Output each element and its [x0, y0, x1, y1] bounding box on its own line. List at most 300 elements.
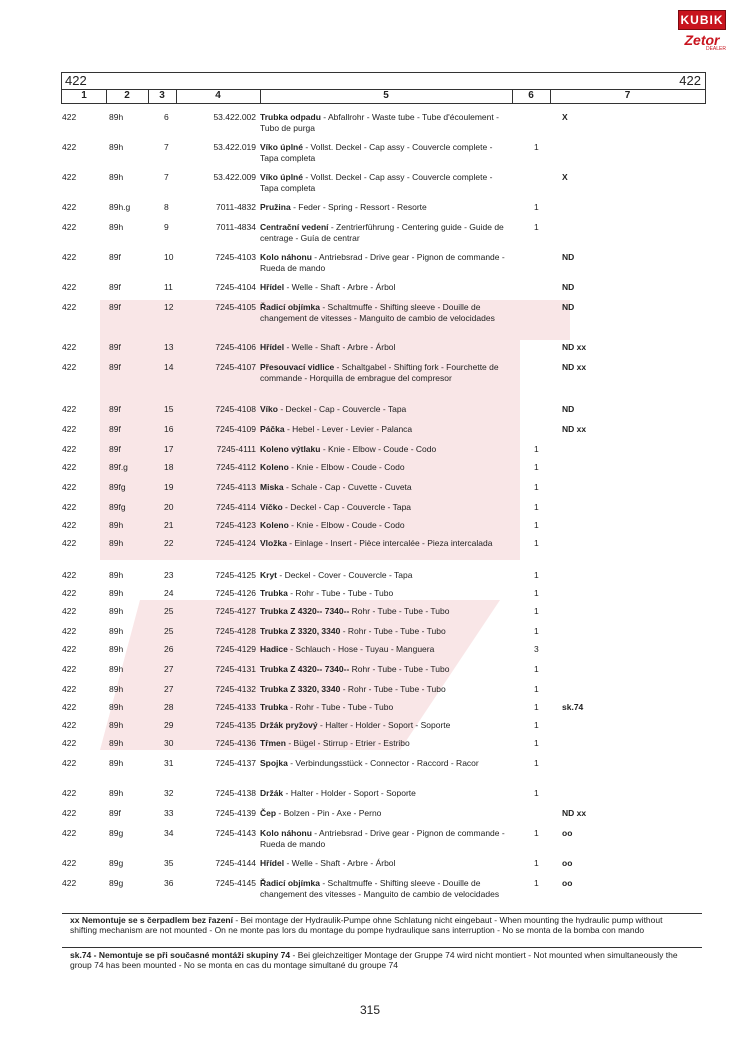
cell-part-number: 7245-4143: [215, 828, 256, 838]
cell-quantity: 1: [534, 482, 539, 492]
cell-group: 422: [62, 758, 77, 768]
cell-group: 422: [62, 664, 77, 674]
cell-position: 7: [164, 172, 169, 182]
part-name: Trubka Z 3320, 3340: [260, 684, 341, 694]
column-header-row: [62, 90, 705, 103]
part-name: Pružina: [260, 202, 291, 212]
col-header-5: 5: [383, 90, 389, 101]
cell-quantity: 1: [534, 588, 539, 598]
part-translations: - Hebel - Lever - Levier - Palanca: [284, 424, 413, 434]
cell-figure: 89h: [109, 626, 124, 636]
cell-part-number: 7245-4112: [215, 462, 256, 472]
cell-figure: 89fg: [109, 502, 126, 512]
part-translations: Rohr - Tube - Tube - Tubo: [349, 664, 450, 674]
cell-description: [260, 538, 512, 549]
cell-figure: 89h: [109, 538, 124, 548]
cell-description: [260, 482, 512, 493]
cell-group: 422: [62, 684, 77, 694]
part-translations: - Deckel - Cover - Couvercle - Tapa: [277, 570, 413, 580]
cell-part-number: 7245-4125: [215, 570, 256, 580]
cell-group: 422: [62, 444, 77, 454]
cell-position: 35: [164, 858, 174, 868]
cell-quantity: 1: [534, 878, 539, 888]
cell-figure: 89f: [109, 424, 121, 434]
cell-group: 422: [62, 570, 77, 580]
part-name: Trubka: [260, 702, 288, 712]
cell-figure: 89h: [109, 222, 124, 232]
part-name: Třmen: [260, 738, 286, 748]
part-translations: - Schlauch - Hose - Tuyau - Manguera: [287, 644, 435, 654]
cell-figure: 89h: [109, 606, 124, 616]
page-number: 315: [360, 1003, 381, 1017]
cell-group: 422: [62, 588, 77, 598]
cell-group: 422: [62, 878, 77, 888]
part-translations: - Rohr - Tube - Tube - Tubo: [340, 684, 446, 694]
cell-group: 422: [62, 462, 77, 472]
cell-quantity: 1: [534, 462, 539, 472]
cell-group: 422: [62, 142, 77, 152]
part-translations: - Einlage - Insert - Pièce intercalée - Pieza intercalada: [286, 538, 493, 548]
cell-note: ND: [562, 252, 575, 262]
cell-figure: 89h: [109, 738, 124, 748]
cell-description: [260, 788, 512, 799]
cell-description: [260, 808, 512, 819]
cell-position: 8: [164, 202, 169, 212]
cell-position: 15: [164, 404, 174, 414]
cell-description: [260, 342, 512, 353]
part-translations: - Halter - Holder - Soport - Soporte: [283, 788, 416, 798]
part-name: Hřídel: [260, 342, 285, 352]
cell-quantity: 1: [534, 538, 539, 548]
cell-figure: 89f: [109, 302, 121, 312]
cell-position: 19: [164, 482, 174, 492]
cell-part-number: 7245-4128: [215, 626, 256, 636]
cell-quantity: 1: [534, 702, 539, 712]
cell-part-number: 7245-4109: [215, 424, 256, 434]
cell-figure: 89f.g: [109, 462, 128, 472]
cell-description: [260, 112, 512, 134]
footnote-xx: [70, 915, 690, 935]
part-translations: - Zentrierführung - Centering guide - Guide de centrage - Guía de centrar: [260, 222, 504, 243]
part-translations: - Knie - Elbow - Coude - Codo: [288, 520, 405, 530]
cell-quantity: 1: [534, 720, 539, 730]
cell-position: 14: [164, 362, 174, 372]
part-name: Držák: [260, 788, 284, 798]
cell-position: 36: [164, 878, 174, 888]
cell-group: 422: [62, 720, 77, 730]
part-name: Koleno: [260, 462, 289, 472]
cell-group: 422: [62, 858, 77, 868]
cell-figure: 89h: [109, 172, 124, 182]
cell-group: 422: [62, 362, 77, 372]
cell-position: 25: [164, 626, 174, 636]
part-translations: - Schaltgabel - Shifting fork - Fourchette de commande - Horquilla de embrague del compresor: [260, 362, 499, 383]
cell-part-number: 7245-4108: [215, 404, 256, 414]
cell-quantity: 1: [534, 444, 539, 454]
cell-description: [260, 502, 512, 513]
cell-figure: 89g: [109, 828, 124, 838]
cell-position: 26: [164, 644, 174, 654]
cell-note: X: [562, 112, 568, 122]
cell-description: [260, 828, 512, 850]
cell-description: [260, 282, 512, 293]
cell-description: [260, 424, 512, 435]
cell-group: 422: [62, 404, 77, 414]
cell-group: 422: [62, 502, 77, 512]
part-translations: - Welle - Shaft - Arbre - Árbol: [284, 282, 396, 292]
part-translations: - Rohr - Tube - Tube - Tubo: [287, 702, 394, 712]
cell-description: [260, 588, 512, 599]
cell-description: [260, 878, 512, 900]
cell-part-number: 7245-4145: [215, 878, 256, 888]
part-name: Držák pryžový: [260, 720, 318, 730]
cell-quantity: 3: [534, 644, 539, 654]
part-translations: Rohr - Tube - Tube - Tubo: [349, 606, 450, 616]
cell-part-number: 7245-4104: [215, 282, 256, 292]
cell-note: ND: [562, 282, 575, 292]
footnote-sk74-bold: sk.74 - Nemontuje se při současné montáži skupiny 74: [70, 950, 291, 960]
col-header-7: 7: [624, 90, 631, 101]
cell-group: 422: [62, 788, 77, 798]
cell-description: [260, 444, 512, 455]
cell-position: 32: [164, 788, 174, 798]
cell-group: 422: [62, 252, 77, 262]
cell-part-number: 7245-4135: [215, 720, 256, 730]
cell-part-number: 7245-4103: [215, 252, 256, 262]
cell-part-number: 53.422.019: [213, 142, 256, 152]
cell-position: 34: [164, 828, 174, 838]
cell-position: 25: [164, 606, 174, 616]
group-number-right: 422: [679, 73, 701, 88]
cell-part-number: 7245-4144: [215, 858, 256, 868]
cell-part-number: 53.422.002: [213, 112, 256, 122]
cell-note: ND: [562, 404, 575, 414]
cell-description: [260, 738, 512, 749]
part-translations: - Vollst. Deckel - Cap assy - Couvercle complete - Tapa completa: [260, 142, 493, 163]
part-name: Koleno výtlaku: [260, 444, 321, 454]
cell-description: [260, 626, 512, 637]
cell-position: 16: [164, 424, 174, 434]
cell-part-number: 7245-4111: [216, 444, 256, 454]
cell-description: [260, 302, 512, 324]
col-header-1: 1: [81, 90, 87, 101]
cell-part-number: 7245-4123: [215, 520, 256, 530]
cell-figure: 89h: [109, 758, 124, 768]
footnote-divider: [62, 913, 702, 914]
cell-figure: 89h: [109, 142, 124, 152]
cell-description: [260, 222, 512, 244]
cell-position: 22: [164, 538, 174, 548]
cell-group: 422: [62, 738, 77, 748]
cell-figure: 89h: [109, 588, 124, 598]
col-header-2: 2: [124, 90, 130, 101]
footnote-xx-text: - Bei montage der Hydraulik-Pumpe ohne Schlatung nicht eingebaut - When mounting the hydraulic pump without shifting mechanism are not mounted - On ne monte pas lors du montage du pompe hydraulique sans interruption - No se monta de la bomba con mando: [70, 915, 663, 935]
cell-description: [260, 520, 512, 531]
cell-quantity: 1: [534, 142, 539, 152]
kubik-zetor-logo: [678, 10, 726, 52]
table-header: [61, 72, 706, 104]
cell-part-number: 7245-4131: [215, 664, 256, 674]
cell-group: 422: [62, 808, 77, 818]
cell-description: [260, 684, 512, 695]
cell-quantity: 1: [534, 502, 539, 512]
part-name: Trubka: [260, 588, 288, 598]
cell-figure: 89h: [109, 720, 124, 730]
part-translations: - Antriebsrad - Drive gear - Pignon de commande - Rueda de mando: [260, 252, 505, 273]
part-name: Páčka: [260, 424, 285, 434]
cell-part-number: 7245-4126: [215, 588, 256, 598]
cell-position: 27: [164, 684, 174, 694]
cell-figure: 89h: [109, 788, 124, 798]
cell-position: 24: [164, 588, 174, 598]
cell-group: 422: [62, 626, 77, 636]
cell-figure: 89f: [109, 252, 121, 262]
cell-part-number: 7245-4106: [215, 342, 256, 352]
part-translations: - Rohr - Tube - Tube - Tubo: [340, 626, 446, 636]
cell-description: [260, 570, 512, 581]
part-name: Kolo náhonu: [260, 252, 312, 262]
part-name: Víko úplné: [260, 142, 303, 152]
cell-description: [260, 644, 512, 655]
cell-quantity: 1: [534, 828, 539, 838]
cell-quantity: 1: [534, 858, 539, 868]
part-name: Hřídel: [260, 858, 285, 868]
part-name: Trubka odpadu: [260, 112, 321, 122]
cell-part-number: 7245-4124: [215, 538, 256, 548]
cell-group: 422: [62, 644, 77, 654]
cell-figure: 89h: [109, 684, 124, 694]
cell-group: 422: [62, 702, 77, 712]
cell-position: 21: [164, 520, 174, 530]
cell-part-number: 7011-4834: [215, 222, 256, 232]
cell-group: 422: [62, 538, 77, 548]
part-translations: - Antriebsrad - Drive gear - Pignon de commande - Rueda de mando: [260, 828, 505, 849]
part-translations: - Abfallrohr - Waste tube - Tube d'écoulement - Tubo de purga: [260, 112, 499, 133]
cell-group: 422: [62, 172, 77, 182]
cell-position: 17: [164, 444, 174, 454]
cell-note: oo: [562, 858, 573, 868]
cell-group: 422: [62, 112, 77, 122]
cell-quantity: 1: [534, 202, 539, 212]
cell-description: [260, 252, 512, 274]
cell-figure: 89f: [109, 282, 121, 292]
cell-position: 18: [164, 462, 174, 472]
cell-quantity: 1: [534, 626, 539, 636]
cell-group: 422: [62, 342, 77, 352]
part-name: Přesouvací vidlice: [260, 362, 335, 372]
cell-figure: 89h: [109, 702, 124, 712]
cell-position: 31: [164, 758, 174, 768]
part-translations: - Deckel - Cap - Couvercle - Tapa: [282, 502, 412, 512]
cell-figure: 89fg: [109, 482, 126, 492]
cell-description: [260, 606, 512, 617]
cell-position: 30: [164, 738, 174, 748]
cell-position: 10: [164, 252, 174, 262]
cell-position: 29: [164, 720, 174, 730]
cell-part-number: 53.422.009: [213, 172, 256, 182]
part-name: Víko úplné: [260, 172, 303, 182]
cell-quantity: 1: [534, 570, 539, 580]
cell-description: [260, 462, 512, 473]
cell-quantity: 1: [534, 684, 539, 694]
cell-note: X: [562, 172, 568, 182]
group-header-row: [62, 73, 705, 90]
part-translations: - Feder - Spring - Ressort - Resorte: [290, 202, 427, 212]
part-translations: - Schaltmuffe - Shifting sleeve - Douille de changement de vitesses - Manguito de cambio de velocidades: [260, 302, 495, 323]
part-name: Koleno: [260, 520, 289, 530]
cell-quantity: 1: [534, 664, 539, 674]
part-translations: - Rohr - Tube - Tube - Tubo: [287, 588, 394, 598]
part-name: Víčko: [260, 502, 283, 512]
cell-note: sk.74: [562, 702, 584, 712]
cell-description: [260, 720, 512, 731]
part-name: Miska: [260, 482, 284, 492]
part-name: Trubka Z 4320-- 7340--: [260, 606, 350, 616]
cell-figure: 89h: [109, 520, 124, 530]
part-name: Řadicí objímka: [260, 302, 320, 312]
cell-group: 422: [62, 482, 77, 492]
footnote-sk74: [70, 950, 690, 970]
cell-figure: 89f: [109, 404, 121, 414]
cell-part-number: 7011-4832: [215, 202, 256, 212]
cell-figure: 89g: [109, 878, 124, 888]
cell-part-number: 7245-4114: [215, 502, 256, 512]
cell-note: oo: [562, 878, 573, 888]
cell-figure: 89f: [109, 362, 121, 372]
cell-part-number: 7245-4137: [215, 758, 256, 768]
cell-part-number: 7245-4105: [215, 302, 256, 312]
cell-quantity: 1: [534, 222, 539, 232]
cell-group: 422: [62, 520, 77, 530]
part-translations: - Halter - Holder - Soport - Soporte: [317, 720, 451, 730]
cell-note: ND xx: [562, 362, 587, 372]
col-header-4: 4: [215, 90, 221, 101]
logo-kubik-text: KUBIK: [678, 10, 726, 30]
cell-part-number: 7245-4138: [215, 788, 256, 798]
footnote-divider-2: [62, 947, 702, 948]
cell-group: 422: [62, 222, 77, 232]
cell-group: 422: [62, 606, 77, 616]
cell-group: 422: [62, 828, 77, 838]
part-name: Spojka: [260, 758, 288, 768]
part-translations: - Knie - Elbow - Coude - Codo: [320, 444, 437, 454]
cell-position: 33: [164, 808, 174, 818]
cell-part-number: 7245-4139: [215, 808, 256, 818]
cell-position: 9: [164, 222, 169, 232]
cell-note: ND: [562, 302, 575, 312]
cell-figure: 89f: [109, 444, 121, 454]
cell-position: 11: [164, 282, 173, 292]
part-translations: - Bolzen - Pin - Axe - Perno: [276, 808, 382, 818]
cell-figure: 89f: [109, 808, 121, 818]
part-translations: - Welle - Shaft - Arbre - Árbol: [284, 858, 396, 868]
cell-description: [260, 404, 512, 415]
cell-figure: 89h: [109, 664, 124, 674]
cell-part-number: 7245-4113: [215, 482, 256, 492]
part-name: Kolo náhonu: [260, 828, 312, 838]
part-name: Víko: [260, 404, 278, 414]
cell-position: 13: [164, 342, 174, 352]
cell-group: 422: [62, 424, 77, 434]
cell-part-number: 7245-4107: [215, 362, 256, 372]
cell-note: oo: [562, 828, 573, 838]
part-translations: - Schaltmuffe - Shifting sleeve - Douille de changement des vitesses - Manguito de cambio de velocidades: [260, 878, 500, 899]
cell-quantity: 1: [534, 758, 539, 768]
cell-position: 23: [164, 570, 174, 580]
cell-figure: 89f: [109, 342, 121, 352]
part-name: Hřídel: [260, 282, 285, 292]
cell-description: [260, 664, 512, 675]
part-name: Hadice: [260, 644, 288, 654]
cell-part-number: 7245-4133: [215, 702, 256, 712]
cell-part-number: 7245-4127: [215, 606, 256, 616]
cell-part-number: 7245-4132: [215, 684, 256, 694]
logo-zetor-text: Zetor: [684, 32, 720, 48]
part-name: Kryt: [260, 570, 278, 580]
cell-part-number: 7245-4129: [215, 644, 256, 654]
cell-quantity: 1: [534, 788, 539, 798]
cell-group: 422: [62, 282, 77, 292]
cell-part-number: 7245-4136: [215, 738, 256, 748]
cell-position: 28: [164, 702, 174, 712]
cell-position: 7: [164, 142, 169, 152]
cell-note: ND xx: [562, 342, 587, 352]
cell-quantity: 1: [534, 738, 539, 748]
cell-group: 422: [62, 302, 77, 312]
cell-description: [260, 702, 512, 713]
logo-dealer-text: DEALER: [705, 46, 726, 52]
cell-position: 20: [164, 502, 174, 512]
part-translations: - Knie - Elbow - Coude - Codo: [288, 462, 405, 472]
cell-position: 12: [164, 302, 174, 312]
footnote-sk74-text: - Bei gleichzeitiger Montage der Gruppe 74 wird nicht montiert - Not mounted when simultaneously the group 74 has been mounted - No se monta en cas du montage simultané du groupe 74: [70, 950, 678, 970]
cell-figure: 89h: [109, 644, 124, 654]
cell-position: 27: [164, 664, 174, 674]
part-translations: - Schale - Cap - Cuvette - Cuveta: [283, 482, 412, 492]
cell-description: [260, 142, 512, 164]
footnote-xx-bold: xx Nemontuje se s čerpadlem bez řazení: [70, 915, 233, 925]
cell-note: ND xx: [562, 808, 587, 818]
part-translations: - Bügel - Stirrup - Etrier - Estribo: [285, 738, 410, 748]
part-translations: - Welle - Shaft - Arbre - Árbol: [284, 342, 396, 352]
cell-figure: 89h.g: [109, 202, 131, 212]
part-name: Řadicí objímka: [260, 878, 320, 888]
part-translations: - Vollst. Deckel - Cap assy - Couvercle complete - Tapa completa: [260, 172, 493, 193]
cell-figure: 89g: [109, 858, 124, 868]
cell-description: [260, 758, 512, 769]
cell-description: [260, 362, 512, 384]
part-name: Trubka Z 3320, 3340: [260, 626, 341, 636]
part-name: Trubka Z 4320-- 7340--: [260, 664, 350, 674]
part-translations: - Verbindungsstück - Connector - Raccord - Racor: [287, 758, 479, 768]
cell-description: [260, 858, 512, 869]
col-header-3: 3: [159, 90, 165, 101]
cell-quantity: 1: [534, 520, 539, 530]
cell-group: 422: [62, 202, 77, 212]
cell-position: 6: [164, 112, 169, 122]
cell-figure: 89h: [109, 570, 124, 580]
cell-quantity: 1: [534, 606, 539, 616]
part-name: Vložka: [260, 538, 287, 548]
part-name: Centrační vedení: [260, 222, 329, 232]
group-number-left: 422: [65, 73, 87, 88]
col-header-6: 6: [528, 90, 534, 101]
cell-figure: 89h: [109, 112, 124, 122]
cell-description: [260, 172, 512, 194]
cell-description: [260, 202, 512, 213]
part-name: Čep: [260, 808, 277, 818]
part-translations: - Deckel - Cap - Couvercle - Tapa: [277, 404, 407, 414]
